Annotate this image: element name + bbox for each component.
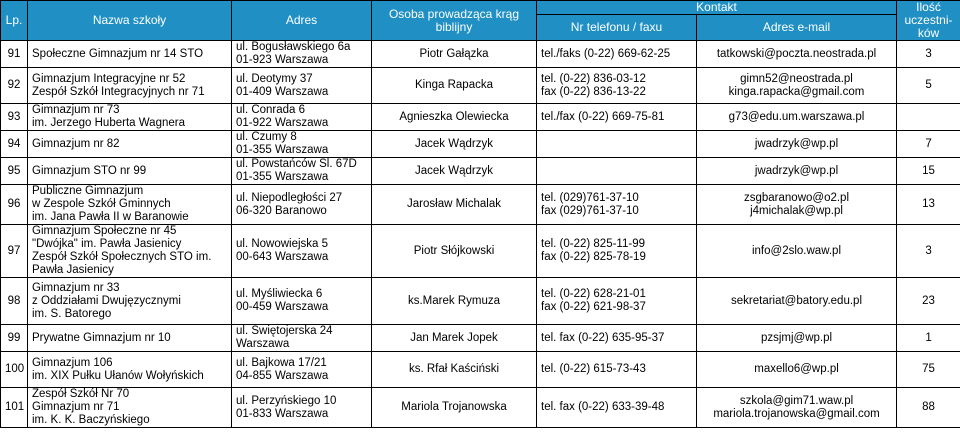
email-cell[interactable]: jwadrzyk@wp.pl (697, 158, 897, 185)
address-cell: ul. Świętojerska 24 Warszawa (232, 325, 372, 352)
header-lp: Lp. (1, 1, 28, 41)
table-row (1, 131, 960, 158)
address-cell: ul. Deotymy 37 01-409 Warszawa (232, 68, 372, 104)
email-cell[interactable]: zsgbaranowo@o2.pl j4michalak@wp.pl (697, 185, 897, 225)
phone-cell: tel. (0-22) 836-03-12 fax (0-22) 836-13-22 (537, 68, 697, 104)
phone-cell: tel. (0-22) 628-21-01 fax (0-22) 621-98-37 (537, 278, 697, 325)
table-row (1, 225, 960, 278)
count-cell: 5 (897, 68, 960, 104)
table-row (1, 352, 960, 388)
school-name-cell: Prywatne Gimnazjum nr 10 (28, 325, 232, 352)
address-cell: ul. Nowowiejska 5 00-643 Warszawa (232, 225, 372, 278)
person-cell: Jacek Wądrzyk (372, 158, 537, 185)
lp: 92 (1, 68, 28, 104)
count-cell: 3 (897, 225, 960, 278)
lp: 99 (1, 325, 28, 352)
email-cell[interactable]: gimn52@neostrada.pl kinga.rapacka@gmail.com (697, 68, 897, 104)
header-contact: Kontakt (537, 1, 897, 15)
count-cell: 7 (897, 131, 960, 158)
school-name-cell: Zespół Szkół Nr 70 Gimnazjum nr 71 im. K. K. Baczyńskiego (28, 388, 232, 428)
school-name-cell: Publiczne Gimnazjum w Zespole Szkół Gminnych im. Jana Pawła II w Baranowie (28, 185, 232, 225)
header-name: Nazwa szkoły (28, 1, 232, 41)
address-cell: ul. Czumy 8 01-355 Warszawa (232, 131, 372, 158)
email-cell[interactable]: g73@edu.um.warszawa.pl (697, 104, 897, 131)
header-address: Adres (232, 1, 372, 41)
email-cell[interactable]: jwadrzyk@wp.pl (697, 131, 897, 158)
school-name-cell: Społeczne Gimnazjum nr 14 STO (28, 41, 232, 68)
address-cell: ul. Conrada 6 01-922 Warszawa (232, 104, 372, 131)
email-cell[interactable]: maxello6@wp.pl (697, 352, 897, 388)
table-row (1, 388, 960, 428)
lp: 98 (1, 278, 28, 325)
person-cell: Kinga Rapacka (372, 68, 537, 104)
lp: 97 (1, 225, 28, 278)
count-cell: 75 (897, 352, 960, 388)
address-cell: ul. Powstańców Śl. 67D 01-355 Warszawa (232, 158, 372, 185)
lp: 93 (1, 104, 28, 131)
address-cell: ul. Perzyńskiego 10 01-833 Warszawa (232, 388, 372, 428)
person-cell: Piotr Słójkowski (372, 225, 537, 278)
person-cell: ks. Rfał Kaściński (372, 352, 537, 388)
phone-cell: tel. (0-22) 615-73-43 (537, 352, 697, 388)
phone-cell: tel. fax (0-22) 633-39-48 (537, 388, 697, 428)
person-cell: Piotr Gałązka (372, 41, 537, 68)
school-name-cell: Gimnazjum Społeczne nr 45 "Dwójka" im. Pawła Jasienicy Zespół Szkół Społecznych STO im. Pawła Jasienicy (28, 225, 232, 278)
email-cell[interactable]: szkola@gim71.waw.pl mariola.trojanowska@gmail.com (697, 388, 897, 428)
count-cell: 15 (897, 158, 960, 185)
school-name-cell: Gimnazjum 106 im. XIX Pułku Ułanów Wołyńskich (28, 352, 232, 388)
lp: 94 (1, 131, 28, 158)
address-cell: ul. Myśliwiecka 6 00-459 Warszawa (232, 278, 372, 325)
count-cell: 88 (897, 388, 960, 428)
school-name-cell: Gimnazjum nr 33 z Oddziałami Dwujęzycznymi im. S. Batorego (28, 278, 232, 325)
count-cell: 13 (897, 185, 960, 225)
phone-cell: tel. fax (0-22) 635-95-37 (537, 325, 697, 352)
phone-cell (537, 158, 697, 185)
address-cell: ul. Bajkowa 17/21 04-855 Warszawa (232, 352, 372, 388)
address-cell: ul. Niepodległości 27 06-320 Baranowo (232, 185, 372, 225)
count-cell: 1 (897, 325, 960, 352)
count-cell: 3 (897, 41, 960, 68)
table-row (1, 68, 960, 104)
email-cell[interactable]: tatkowski@poczta.neostrada.pl (697, 41, 897, 68)
email-cell[interactable]: pzsjmj@wp.pl (697, 325, 897, 352)
address-cell: ul. Bogusławskiego 6a 01-923 Warszawa (232, 41, 372, 68)
person-cell: Jacek Wądrzyk (372, 131, 537, 158)
phone-cell: tel./faks (0-22) 669-62-25 (537, 41, 697, 68)
email-cell[interactable]: info@2slo.waw.pl (697, 225, 897, 278)
phone-cell: tel. (0-22) 825-11-99 fax (0-22) 825-78-19 (537, 225, 697, 278)
phone-cell (537, 131, 697, 158)
count-cell (897, 104, 960, 131)
email-cell[interactable]: sekretariat@batory.edu.pl (697, 278, 897, 325)
school-name-cell: Gimnazjum nr 73 im. Jerzego Huberta Wagnera (28, 104, 232, 131)
lp: 96 (1, 185, 28, 225)
phone-cell: tel. (029)761-37-10 fax (029)761-37-10 (537, 185, 697, 225)
table-row (1, 325, 960, 352)
count-cell: 23 (897, 278, 960, 325)
table-row (1, 104, 960, 131)
school-name-cell: Gimnazjum STO nr 99 (28, 158, 232, 185)
person-cell: ks.Marek Rymuza (372, 278, 537, 325)
table-row (1, 185, 960, 225)
header-phone: Nr telefonu / faxu (537, 15, 697, 41)
header-person: Osoba prowadząca krąg biblijny (372, 1, 537, 41)
lp: 101 (1, 388, 28, 428)
header-email: Adres e-mail (697, 15, 897, 41)
school-name-cell: Gimnazjum Integracyjne nr 52 Zespół Szkół Integracyjnych nr 71 (28, 68, 232, 104)
lp: 100 (1, 352, 28, 388)
person-cell: Jan Marek Jopek (372, 325, 537, 352)
person-cell: Jarosław Michalak (372, 185, 537, 225)
person-cell: Agnieszka Olewiecka (372, 104, 537, 131)
lp: 91 (1, 41, 28, 68)
phone-cell: tel./fax (0-22) 669-75-81 (537, 104, 697, 131)
header-count: Ilość uczestni-ków (897, 1, 960, 41)
person-cell: Mariola Trojanowska (372, 388, 537, 428)
lp: 95 (1, 158, 28, 185)
table-row (1, 158, 960, 185)
table-row (1, 41, 960, 68)
table-row (1, 278, 960, 325)
school-name-cell: Gimnazjum nr 82 (28, 131, 232, 158)
